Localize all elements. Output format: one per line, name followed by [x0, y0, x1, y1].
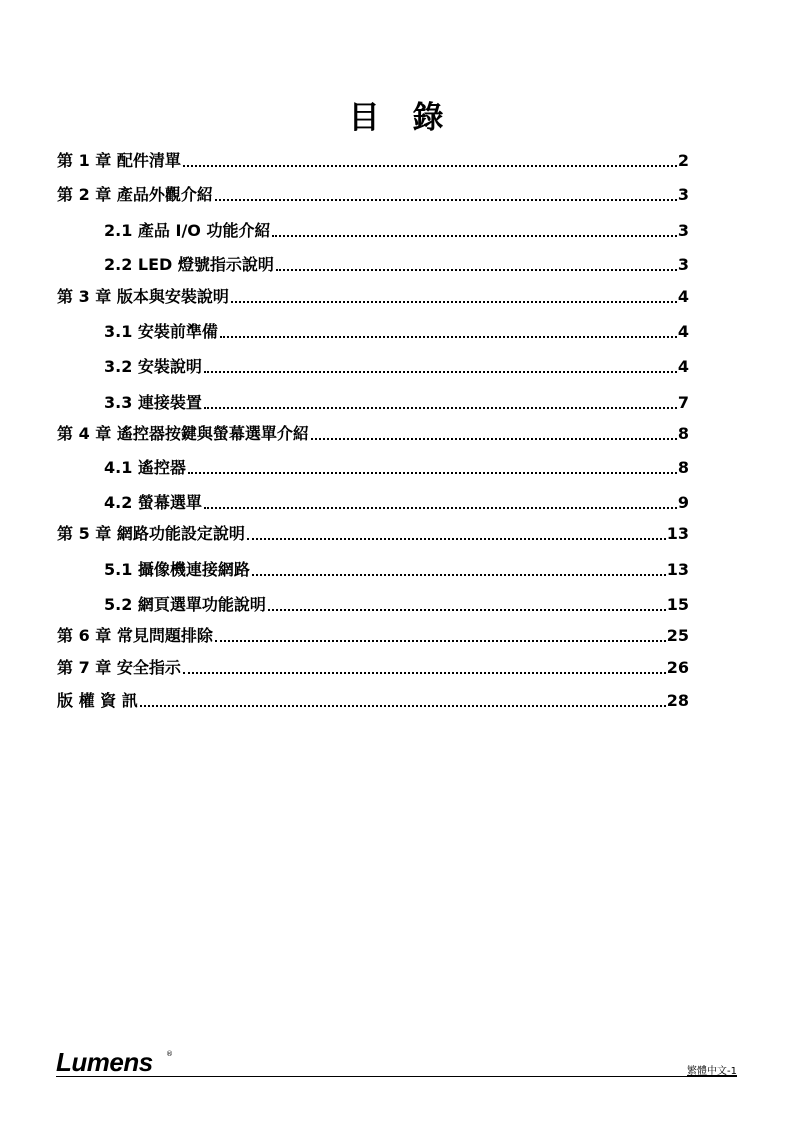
dot-leader	[231, 301, 677, 303]
toc-entry-section-3-2[interactable]	[104, 352, 689, 378]
toc-entry-chapter-3[interactable]	[57, 282, 689, 308]
toc-entry-label: 2.1 產品 I/O 功能介紹	[104, 221, 271, 240]
footer-divider	[56, 1076, 737, 1077]
toc-entry-page: 26	[666, 658, 689, 677]
toc-entry-page: 3	[677, 185, 689, 204]
toc-entry-page: 7	[677, 393, 689, 412]
registered-mark: ®	[166, 1050, 173, 1058]
dot-leader	[220, 336, 677, 338]
toc-entry-label: 第 6 章 常見問題排除	[57, 626, 213, 645]
toc-entry-label: 4.2 螢幕選單	[104, 493, 202, 512]
toc-entry-label: 5.1 攝像機連接網路	[104, 560, 250, 579]
toc-entry-page: 4	[677, 357, 689, 376]
toc-entry-label: 5.2 網頁選單功能說明	[104, 595, 266, 614]
toc-entry-page: 8	[677, 424, 689, 443]
dot-leader	[268, 609, 666, 611]
dot-leader	[204, 507, 677, 509]
dot-leader	[204, 407, 677, 409]
toc-entry-page: 8	[677, 458, 689, 477]
toc-entry-section-3-3[interactable]	[104, 388, 689, 414]
toc-entry-label: 2.2 LED 燈號指示說明	[104, 255, 274, 274]
toc-entry-page: 13	[666, 560, 689, 579]
dot-leader	[188, 472, 677, 474]
page-title: 目 錄	[348, 100, 445, 136]
toc-entry-label: 3.3 連接裝置	[104, 393, 202, 412]
toc-entry-section-3-1[interactable]	[104, 317, 689, 343]
toc-entry-label: 第 7 章 安全指示	[57, 658, 181, 677]
dot-leader	[276, 269, 677, 271]
toc-entry-section-4-1[interactable]	[104, 453, 689, 479]
dot-leader	[183, 672, 666, 674]
page-number: 繁體中文-1	[687, 1066, 737, 1077]
toc-entry-chapter-2[interactable]	[57, 180, 689, 206]
toc-entry-chapter-5[interactable]	[57, 519, 689, 545]
toc-entry-label: 4.1 遙控器	[104, 458, 186, 477]
toc-entry-section-4-2[interactable]	[104, 488, 689, 514]
toc-entry-label: 第 2 章 產品外觀介紹	[57, 185, 213, 204]
toc-entry-chapter-6[interactable]	[57, 621, 689, 647]
toc-entry-page: 28	[666, 691, 689, 710]
toc-entry-section-5-2[interactable]	[104, 590, 689, 616]
toc-entry-page: 3	[677, 221, 689, 240]
toc-entry-section-2-2[interactable]	[104, 250, 689, 276]
toc-entry-chapter-7[interactable]	[57, 653, 689, 679]
dot-leader	[272, 235, 676, 237]
toc-entry-chapter-1[interactable]	[57, 146, 689, 172]
page-footer	[0, 1040, 793, 1090]
dot-leader	[252, 574, 666, 576]
toc-entry-label: 第 1 章 配件清單	[57, 151, 181, 170]
toc-entry-page: 9	[677, 493, 689, 512]
dot-leader	[215, 199, 677, 201]
toc-entry-label: 第 5 章 網路功能設定說明	[57, 524, 245, 543]
dot-leader	[183, 165, 677, 167]
dot-leader	[140, 705, 666, 707]
toc-entry-label: 第 4 章 遙控器按鍵與螢幕選單介紹	[57, 424, 309, 443]
dot-leader	[247, 538, 666, 540]
toc-entry-label: 第 3 章 版本與安裝說明	[57, 287, 229, 306]
toc-entry-page: 13	[666, 524, 689, 543]
toc-entry-chapter-4[interactable]	[57, 419, 689, 445]
dot-leader	[204, 371, 677, 373]
toc-entry-page: 15	[666, 595, 689, 614]
toc-entry-page: 4	[677, 322, 689, 341]
toc-entry-page: 4	[677, 287, 689, 306]
toc-entry-section-2-1[interactable]	[104, 216, 689, 242]
toc-entry-label: 版 權 資 訊	[57, 691, 138, 710]
toc-entry-section-5-1[interactable]	[104, 555, 689, 581]
toc-entry-page: 25	[666, 626, 689, 645]
toc-entry-label: 3.2 安裝說明	[104, 357, 202, 376]
toc-entry-page: 2	[677, 151, 689, 170]
toc-entry-page: 3	[677, 255, 689, 274]
dot-leader	[311, 438, 677, 440]
toc-entry-copyright[interactable]	[57, 686, 689, 712]
dot-leader	[215, 640, 666, 642]
toc-entry-label: 3.1 安裝前準備	[104, 322, 218, 341]
lumens-logo: Lumens	[56, 1047, 153, 1077]
